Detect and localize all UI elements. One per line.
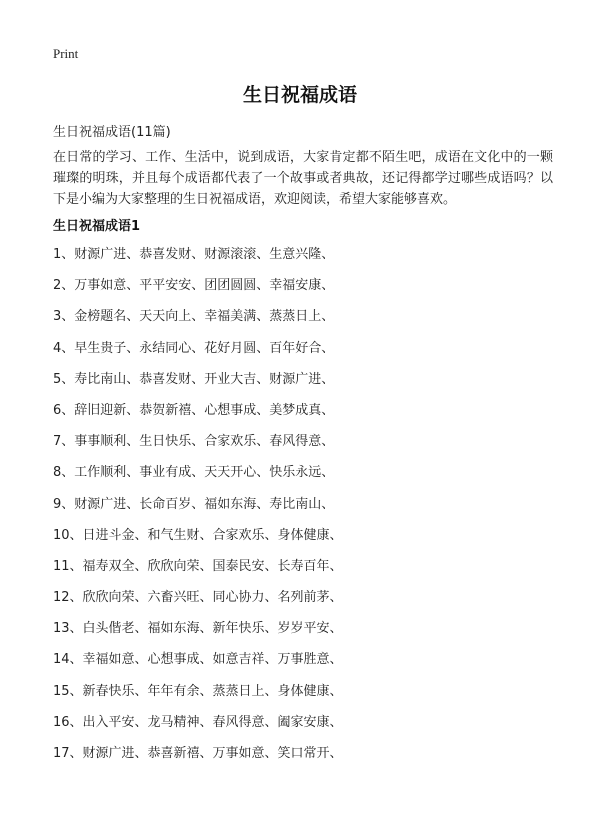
print-link[interactable]: Print <box>53 46 79 61</box>
list-item: 16、出入平安、龙马精神、春风得意、阖家安康、 <box>53 714 343 730</box>
list-item: 10、日进斗金、和气生财、合家欢乐、身体健康、 <box>53 527 343 543</box>
idiom-list <box>53 246 553 776</box>
page-title: 生日祝福成语 <box>242 84 357 106</box>
list-item: 8、工作顺利、事业有成、天天开心、快乐永远、 <box>53 465 335 481</box>
list-item: 1、财源广进、恭喜发财、财源滚滚、生意兴隆、 <box>53 247 335 262</box>
list-item: 3、金榜题名、天天向上、幸福美满、蒸蒸日上、 <box>53 309 335 325</box>
list-item: 9、财源广进、长命百岁、福如东海、寿比南山、 <box>53 496 335 512</box>
list-item: 14、幸福如意、心想事成、如意吉祥、万事胜意、 <box>53 652 343 668</box>
list-item: 13、白头偕老、福如东海、新年快乐、岁岁平安、 <box>53 621 343 637</box>
list-item: 7、事事顺利、生日快乐、合家欢乐、春风得意、 <box>53 434 335 450</box>
list-item: 2、万事如意、平平安安、团团圆圆、幸福安康、 <box>53 278 335 294</box>
list-item: 5、寿比南山、恭喜发财、开业大吉、财源广进、 <box>53 371 335 387</box>
list-item: 12、欣欣向荣、六畜兴旺、同心协力、名列前茅、 <box>53 590 343 606</box>
article-subtitle: 生日祝福成语(11篇) <box>53 125 171 140</box>
list-item: 17、财源广进、恭喜新禧、万事如意、笑口常开、 <box>53 746 343 761</box>
list-item: 11、福寿双全、欣欣向荣、国泰民安、长寿百年、 <box>53 558 343 574</box>
list-item: 4、早生贵子、永结同心、花好月圆、百年好合、 <box>53 340 335 356</box>
intro-paragraph: 在日常的学习、工作、生活中，说到成语，大家肯定都不陌生吧，成语在文化中的一颗璀璨的明珠，并且每个成语都代表了一个故事或者典故，还记得都学过哪些成语吗？以下是小编为大家整理的生日祝福成语，欢迎阅读，希望大家能够喜欢。 <box>53 150 553 207</box>
list-item: 15、新春快乐、年年有余、蒸蒸日上、身体健康、 <box>53 683 343 699</box>
section-heading: 生日祝福成语1 <box>53 219 141 234</box>
list-item: 6、辞旧迎新、恭贺新禧、心想事成、美梦成真、 <box>53 402 335 418</box>
